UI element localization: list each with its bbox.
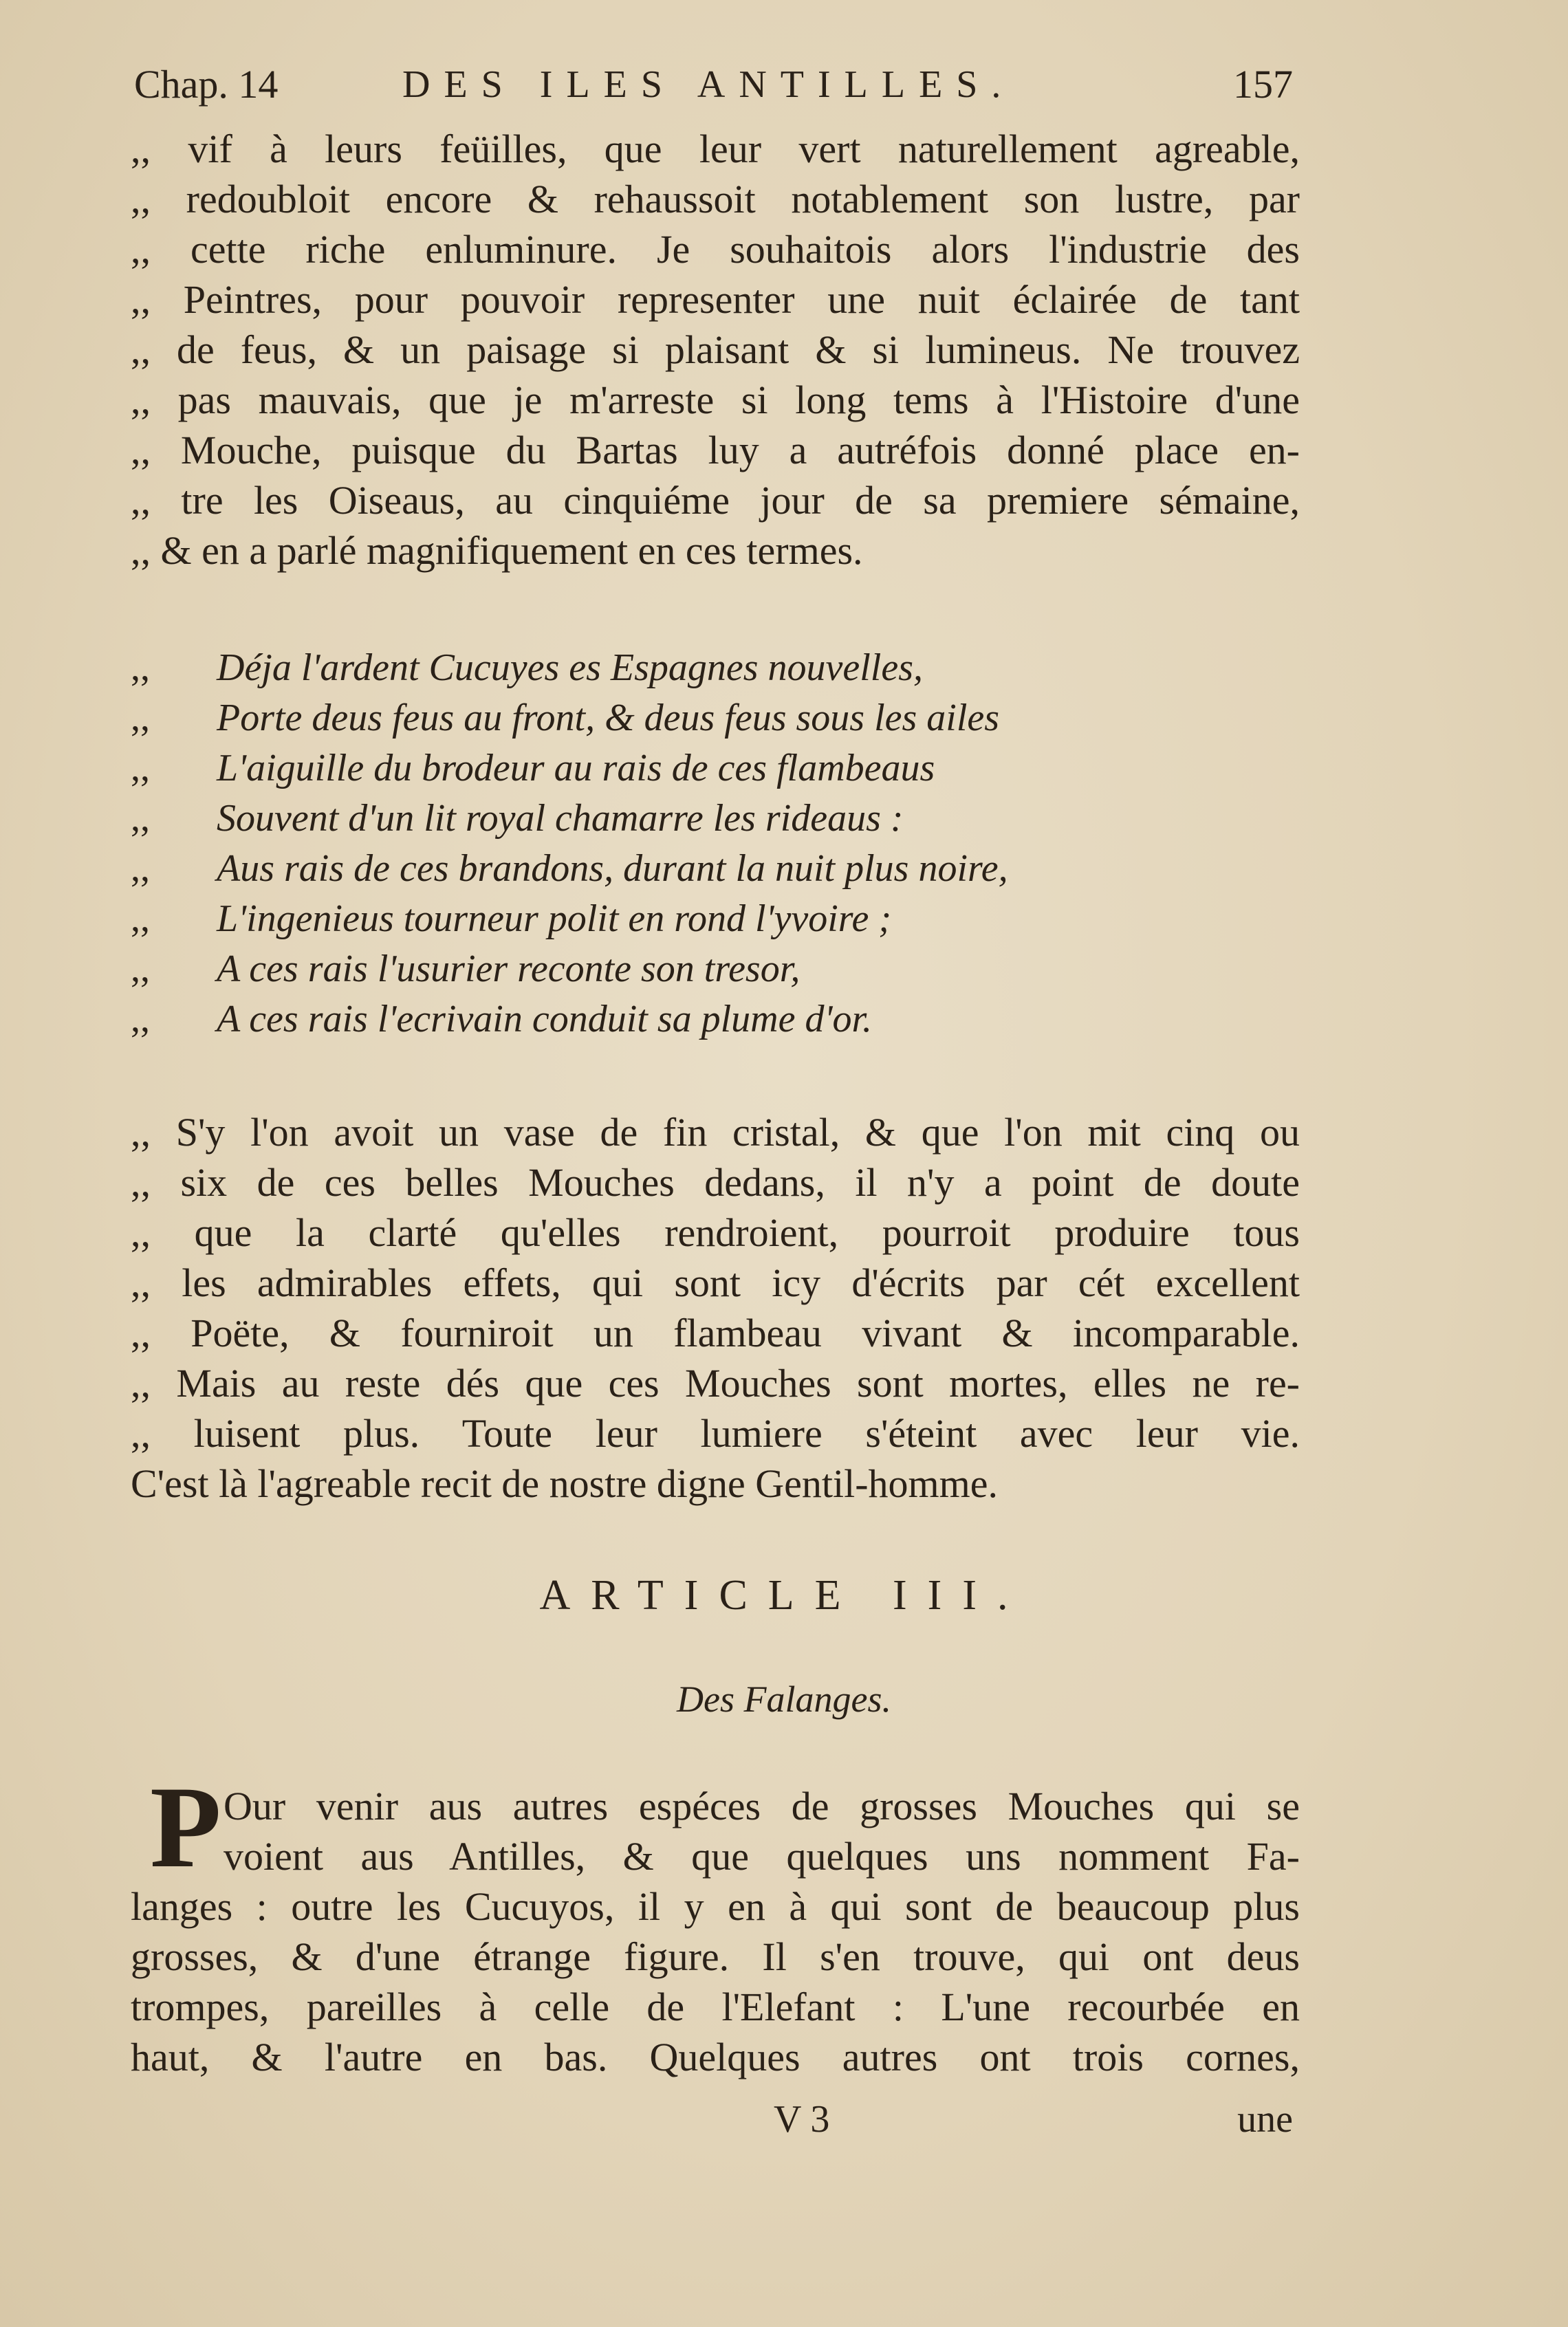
text-line: grosses, & d'une étrange figure. Il s'en trouve, qui ont deus [131,1934,1300,1979]
quote-mark: ,, [131,747,150,789]
verse-line [131,894,1300,944]
page-number: 157 [1233,62,1293,107]
text-line: ,, de feus, & un paisage si plaisant & si lumineus. Ne trouvez [131,327,1300,372]
text-line: ,, les admirables effets, qui sont icy d'écrits par cét excellent [131,1260,1300,1305]
quote-mark: ,, [131,998,150,1040]
verse-text: Porte deus feus au front, & deus feus sous les ailes [217,697,1000,739]
quote-mark: ,, [131,948,150,990]
running-header [134,61,1293,109]
verse-block [131,643,1300,1045]
text-line: haut, & l'autre en bas. Quelques autres ont trois cornes, [131,2035,1300,2079]
verse-line [131,643,1300,693]
text-line: ,, cette riche enluminure. Je souhaitois alors l'industrie des [131,227,1300,272]
verse-text: Souvent d'un lit royal chamarre les rideaus : [217,797,904,840]
verse-line [131,844,1300,894]
text-line: ,, Peintres, pour pouvoir representer une nuit éclairée de tant [131,277,1300,322]
verse-text: A ces rais l'usurier reconte son tresor, [217,948,801,990]
quote-mark: ,, [131,697,150,739]
verse-line [131,743,1300,794]
text-line: ,, & en a parlé magnifiquement en ces termes. [131,528,863,573]
text-line: ,, tre les Oiseaus, au cinquiéme jour de sa premiere sémaine, [131,478,1300,523]
chapter-label: Chap. 14 [134,62,279,107]
verse-text: Déja l'ardent Cucuyes es Espagnes nouvelles, [217,646,924,689]
catchword: une [1237,2098,1293,2141]
verse-text: L'ingenieus tourneur polit en rond l'yvoire ; [217,897,892,940]
verse-line [131,994,1300,1045]
text-line: voient aus Antilles, & que quelques uns nomment Fa- [224,1834,1300,1879]
text-line: ,, luisent plus. Toute leur lumiere s'éteint avec leur vie. [131,1411,1300,1456]
text-line: ,, S'y l'on avoit un vase de fin cristal, & que l'on mit cinq ou [131,1110,1300,1155]
quote-mark: ,, [131,897,150,940]
text-line: Our venir aus autres espéces de grosses Mouches qui se [224,1784,1300,1828]
text-line: ,, six de ces belles Mouches dedans, il n'y a point de doute [131,1160,1300,1205]
text-line: trompes, pareilles à celle de l'Elefant : L'une recourbée en [131,1985,1300,2029]
verse-text: Aus rais de ces brandons, durant la nuit plus noire, [217,847,1008,890]
page-footer [131,2097,1300,2145]
article-heading: ARTICLE III. [539,1572,1029,1619]
verse-line [131,794,1300,844]
verse-text: A ces rais l'ecrivain conduit sa plume d'or. [217,998,873,1040]
text-line: ,, Mouche, puisque du Bartas luy a autréfois donné place en- [131,428,1300,472]
text-line: ,, redoubloit encore & rehaussoit notablement son lustre, par [131,177,1300,221]
text-line: ,, Poëte, & fourniroit un flambeau vivant & incomparable. [131,1311,1300,1355]
prose-block-3 [131,1781,1300,2082]
quote-mark: ,, [131,646,150,689]
prose-block-1 [131,124,1300,576]
article-subtitle: Des Falanges. [677,1679,891,1720]
running-title: DES ILES ANTILLES. [402,63,1015,106]
text-line: C'est là l'agreable recit de nostre digne Gentil-homme. [131,1461,999,1506]
prose-block-2 [131,1107,1300,1509]
drop-cap: P [150,1762,221,1892]
text-line: ,, pas mauvais, que je m'arreste si long tems à l'Histoire d'une [131,378,1300,422]
text-line: ,, que la clarté qu'elles rendroient, pourroit produire tous [131,1210,1300,1255]
text-line: langes : outre les Cucuyos, il y en à qui sont de beaucoup plus [131,1884,1300,1929]
quote-mark: ,, [131,847,150,890]
verse-line [131,693,1300,743]
quote-mark: ,, [131,797,150,840]
verse-text: L'aiguille du brodeur au rais de ces flambeaus [217,747,935,789]
text-line: ,, vif à leurs feüilles, que leur vert naturellement agreable, [131,127,1300,171]
verse-line [131,944,1300,994]
signature-mark: V 3 [774,2098,830,2141]
text-line: ,, Mais au reste dés que ces Mouches sont mortes, elles ne re- [131,1361,1300,1406]
